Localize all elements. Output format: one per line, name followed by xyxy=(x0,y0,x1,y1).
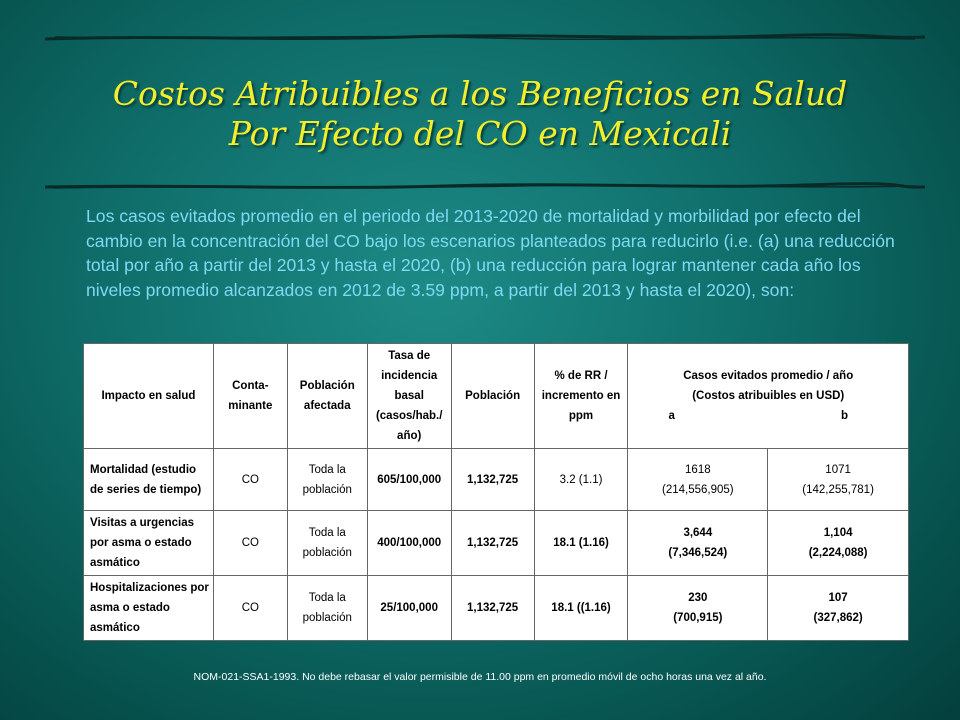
title-line-2: Por Efecto del CO en Mexicali xyxy=(228,114,732,153)
header-cases-line1: Casos evitados promedio / año xyxy=(683,370,854,382)
cell-population-affected: Toda la población xyxy=(287,511,367,576)
cell-scenario-a xyxy=(628,511,768,576)
cases-b: 107 xyxy=(828,592,848,604)
health-costs-table xyxy=(83,343,909,641)
footnote: NOM-021-SSA1-1993. No debe rebasar el valor permisible de 11.00 ppm en promedio móvil de ocho horas una vez al año. xyxy=(193,671,767,683)
cell-scenario-a xyxy=(628,449,768,511)
cell-impact: Mortalidad (estudio de series de tiempo) xyxy=(84,449,214,511)
cases-a: 1618 xyxy=(685,463,711,476)
cases-b: 1,104 xyxy=(823,527,853,539)
cell-incidence: 400/100,000 xyxy=(367,511,451,576)
slide-title xyxy=(0,74,960,154)
table-header-row xyxy=(84,344,909,449)
cell-population: 1,132,725 xyxy=(451,511,534,576)
cell-scenario-b xyxy=(768,449,909,511)
cell-population-affected: Toda la población xyxy=(287,449,367,511)
cases-a: 3,644 xyxy=(683,527,713,539)
intro-paragraph: Los casos evitados promedio en el periodo del 2013-2020 de mortalidad y morbilidad por efecto del cambio en la concentración del CO bajo los escenarios planteados para reducirlo (i.e. (a) una reducción total por año a partir del 2013 y hasta el 2020, (b) una reducción para lograr mantener cada año los niveles promedio alcanzados en 2012 de 3.59 ppm, a partir del 2013 y hasta el 2020), son: xyxy=(86,206,895,300)
cost-a: (700,915) xyxy=(673,612,723,624)
cell-scenario-b xyxy=(768,576,909,641)
cell-contaminant: CO xyxy=(213,511,287,576)
cell-scenario-b xyxy=(768,511,909,576)
decorative-rule-top xyxy=(45,32,925,44)
cost-b: (142,255,781) xyxy=(802,483,874,496)
cell-population: 1,132,725 xyxy=(451,576,534,641)
table-row xyxy=(84,449,909,511)
cell-rr: 18.1 ((1.16) xyxy=(534,576,628,641)
cost-b: (2,224,088) xyxy=(808,547,868,559)
header-impact: Impacto en salud xyxy=(84,344,214,449)
cost-b: (327,862) xyxy=(813,612,863,624)
cell-rr: 18.1 (1.16) xyxy=(534,511,628,576)
header-cases-line2: (Costos atribuibles en USD) xyxy=(692,390,845,402)
cell-impact: Visitas a urgencias por asma o estado asmático xyxy=(84,511,214,576)
header-cases xyxy=(628,344,909,449)
header-population-affected: Población afectada xyxy=(287,344,367,449)
header-contaminant: Conta-minante xyxy=(213,344,287,449)
header-incidence: Tasa de incidencia basal (casos/hab./ año) xyxy=(367,344,451,449)
header-rr: % de RR / incremento en ppm xyxy=(534,344,628,449)
cell-incidence: 605/100,000 xyxy=(367,449,451,511)
cost-a: (214,556,905) xyxy=(662,483,734,496)
cell-population: 1,132,725 xyxy=(451,449,534,511)
cases-b: 1071 xyxy=(825,463,851,476)
cell-contaminant: CO xyxy=(213,449,287,511)
decorative-rule-middle xyxy=(45,181,925,193)
cell-rr: 3.2 (1.1) xyxy=(534,449,628,511)
cases-a: 230 xyxy=(688,592,708,604)
table-row xyxy=(84,511,909,576)
cell-scenario-a xyxy=(628,576,768,641)
cell-incidence: 25/100,000 xyxy=(367,576,451,641)
header-population: Población xyxy=(451,344,534,449)
title-line-1: Costos Atribuibles a los Beneficios en Salud xyxy=(112,74,848,113)
cell-impact: Hospitalizaciones por asma o estado asmático xyxy=(84,576,214,641)
cost-a: (7,346,524) xyxy=(668,547,728,559)
cell-population-affected: Toda la población xyxy=(287,576,367,641)
cell-contaminant: CO xyxy=(213,576,287,641)
header-col-a: a xyxy=(668,410,675,422)
table-row xyxy=(84,576,909,641)
header-col-b: b xyxy=(840,410,848,422)
